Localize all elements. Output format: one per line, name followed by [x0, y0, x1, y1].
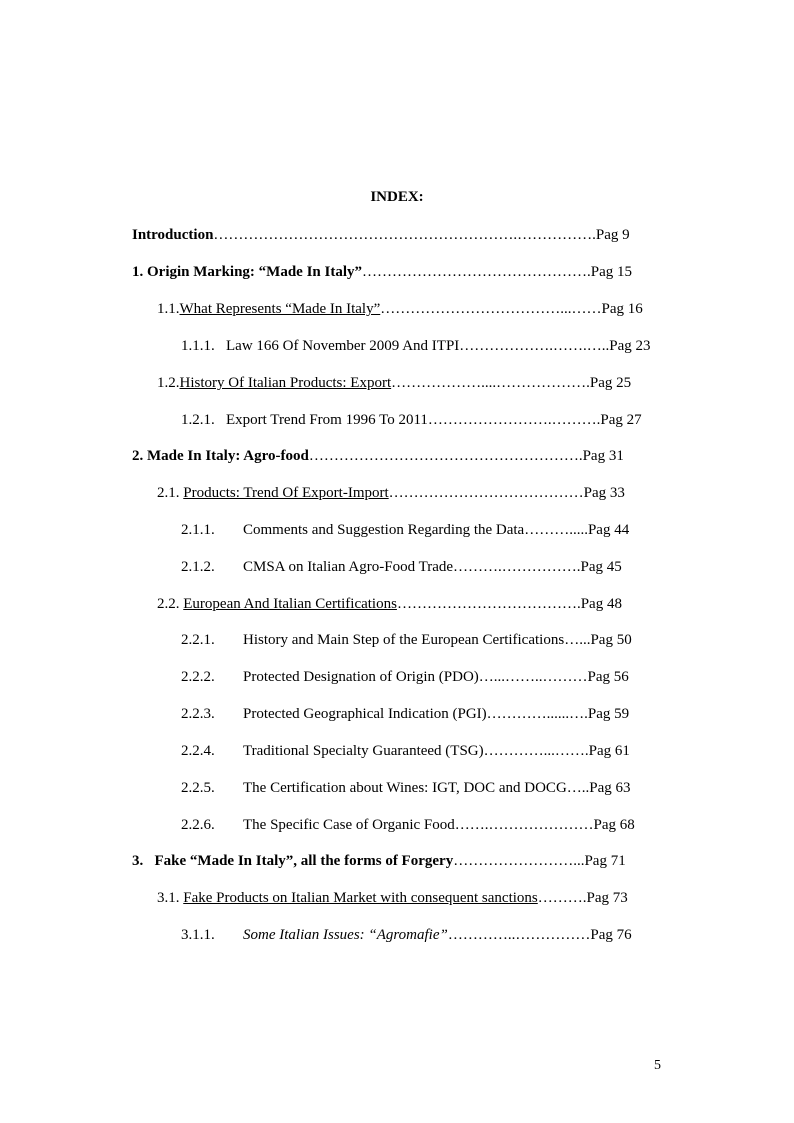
toc-entry-1[interactable] [132, 262, 632, 282]
toc-leader-dots: ………. [537, 890, 587, 906]
toc-entry-title: Introduction [132, 227, 214, 243]
toc-leader-dots: ………..... [524, 522, 588, 538]
toc-entry-3[interactable] [132, 851, 626, 871]
toc-entry-number: 2.2.4. [181, 743, 215, 759]
toc-entry-2-2[interactable] [157, 594, 622, 614]
toc-entry-title: The Certification about Wines: IGT, DOC and DOCG [243, 780, 567, 796]
toc-leader-dots: …………...……. [483, 743, 589, 759]
toc-entry-number: 1.2.1. [181, 412, 215, 428]
toc-leader-dots: …... [564, 632, 591, 648]
toc-entry-title: Export Trend From 1996 To 2011 [226, 412, 428, 428]
toc-entry-2-1-1[interactable] [181, 520, 629, 540]
toc-entry-number: 1. [132, 264, 147, 280]
toc-entry-title: CMSA on Italian Agro-Food Trade [243, 559, 454, 575]
toc-entry-page: Pag 63 [589, 780, 631, 796]
toc-entry-number: 2.1.1. [181, 522, 215, 538]
toc-leader-dots: …………………………………………………….……………. [213, 227, 596, 243]
toc-entry-2-2-3[interactable] [181, 704, 629, 724]
toc-leader-dots: ………………....………………. [391, 375, 590, 391]
toc-entry-page: Pag 44 [587, 522, 630, 538]
toc-entry-title: Fake Products on Italian Market with consequent sanctions [183, 890, 538, 906]
toc-entry-title: History Of Italian Products: Export [179, 375, 392, 391]
toc-entry-title: Made In Italy: Agro-food [147, 448, 309, 464]
toc-leader-dots: …….………………… [454, 817, 594, 833]
toc-entry-2-1[interactable] [157, 483, 625, 503]
toc-entry-page: Pag 27 [600, 412, 642, 428]
toc-entry-2-1-2[interactable] [181, 557, 622, 577]
toc-leader-dots: …………..…………… [447, 927, 591, 943]
toc-entry-number: 2.2.2. [181, 669, 215, 685]
toc-leader-dots: …………......…. [486, 706, 588, 722]
toc-entry-title: Some Italian Issues: “Agromafie” [243, 927, 448, 943]
toc-entry-introduction[interactable] [132, 225, 630, 245]
toc-entry-page: Pag 71 [584, 853, 626, 869]
toc-leader-dots: ………………………………………. [362, 264, 591, 280]
toc-entry-page: Pag 15 [590, 264, 633, 280]
toc-entry-2-2-5[interactable] [181, 778, 631, 798]
toc-entry-1-1[interactable] [157, 299, 643, 319]
toc-entry-number: 2.2.1. [181, 632, 215, 648]
toc-entry-2-2-6[interactable] [181, 815, 635, 835]
toc-entry-2-2-2[interactable] [181, 667, 629, 687]
toc-entry-number: 2.2.6. [181, 817, 215, 833]
toc-leader-dots: ……….……………. [453, 559, 581, 575]
toc-leader-dots: ………………………………… [388, 485, 584, 501]
toc-entry-2-2-4[interactable] [181, 741, 630, 761]
toc-entry-title: Protected Geographical Indication (PGI) [243, 706, 487, 722]
toc-leader-dots: ….. [566, 780, 590, 796]
toc-entry-page: Pag 33 [583, 485, 625, 501]
toc-entry-title: Protected Designation of Origin (PDO) [243, 669, 479, 685]
toc-entry-1-1-1[interactable] [181, 336, 651, 356]
toc-entry-title: European And Italian Certifications [183, 596, 397, 612]
toc-entry-number: 2.2.3. [181, 706, 215, 722]
toc-leader-dots: ………………………………………………. [308, 448, 583, 464]
toc-entry-1-2-1[interactable] [181, 410, 642, 430]
toc-entry-page: Pag 68 [593, 817, 635, 833]
toc-entry-page: Pag 9 [595, 227, 630, 243]
toc-entry-2[interactable] [132, 446, 624, 466]
toc-entry-number: 2.1. [157, 485, 180, 501]
toc-entry-title: Origin Marking: “Made In Italy” [147, 264, 363, 280]
toc-entry-title: Law 166 Of November 2009 And ITPI [226, 338, 460, 354]
toc-entry-3-1[interactable] [157, 888, 628, 908]
toc-leader-dots: ………………………………. [396, 596, 581, 612]
toc-entry-number: 3. [132, 853, 144, 869]
toc-entry-number: 1.1. [157, 301, 180, 317]
toc-entry-page: Pag 31 [582, 448, 624, 464]
toc-entry-page: Pag 16 [601, 301, 643, 317]
toc-entry-title: The Specific Case of Organic Food [243, 817, 455, 833]
toc-leader-dots: …………………….………. [427, 412, 601, 428]
toc-entry-number: 1.2. [157, 375, 180, 391]
toc-entry-page: Pag 48 [580, 596, 622, 612]
toc-entry-title: What Represents “Made In Italy” [179, 301, 381, 317]
toc-entry-number: 2.2. [157, 596, 180, 612]
toc-entry-number: 2. [132, 448, 147, 464]
page-number: 5 [654, 1058, 661, 1073]
toc-entry-number: 3.1. [157, 890, 180, 906]
toc-entry-page: Pag 61 [588, 743, 630, 759]
index-title: INDEX: [370, 189, 424, 205]
toc-entry-title: Traditional Specialty Guaranteed (TSG) [243, 743, 484, 759]
toc-leader-dots: ………………………………...…… [380, 301, 602, 317]
toc-entry-page: Pag 76 [590, 927, 632, 943]
toc-entry-2-2-1[interactable] [181, 630, 632, 650]
toc-entry-page: Pag 25 [589, 375, 632, 391]
toc-entry-number: 3.1.1. [181, 927, 215, 943]
toc-entry-number: 2.1.2. [181, 559, 215, 575]
toc-entry-page: Pag 56 [587, 669, 629, 685]
toc-leader-dots: …...……..……… [478, 669, 588, 685]
toc-entry-3-1-1[interactable] [181, 925, 632, 945]
toc-leader-dots: ……………….…….….. [459, 338, 610, 354]
toc-entry-number: 2.2.5. [181, 780, 215, 796]
toc-entry-title: History and Main Step of the European Certifications [243, 632, 565, 648]
toc-leader-dots: ……………………... [453, 853, 585, 869]
toc-entry-page: Pag 45 [580, 559, 622, 575]
toc-entry-title: Products: Trend Of Export-Import [183, 485, 389, 501]
toc-entry-page: Pag 23 [609, 338, 651, 354]
toc-entry-page: Pag 73 [586, 890, 628, 906]
toc-entry-title: Comments and Suggestion Regarding the Data [243, 522, 525, 538]
toc-entry-1-2[interactable] [157, 373, 631, 393]
toc-entry-title: Fake “Made In Italy”, all the forms of Forgery [154, 853, 454, 869]
toc-entry-number: 1.1.1. [181, 338, 215, 354]
toc-entry-page: Pag 50 [590, 632, 632, 648]
toc-entry-page: Pag 59 [587, 706, 630, 722]
